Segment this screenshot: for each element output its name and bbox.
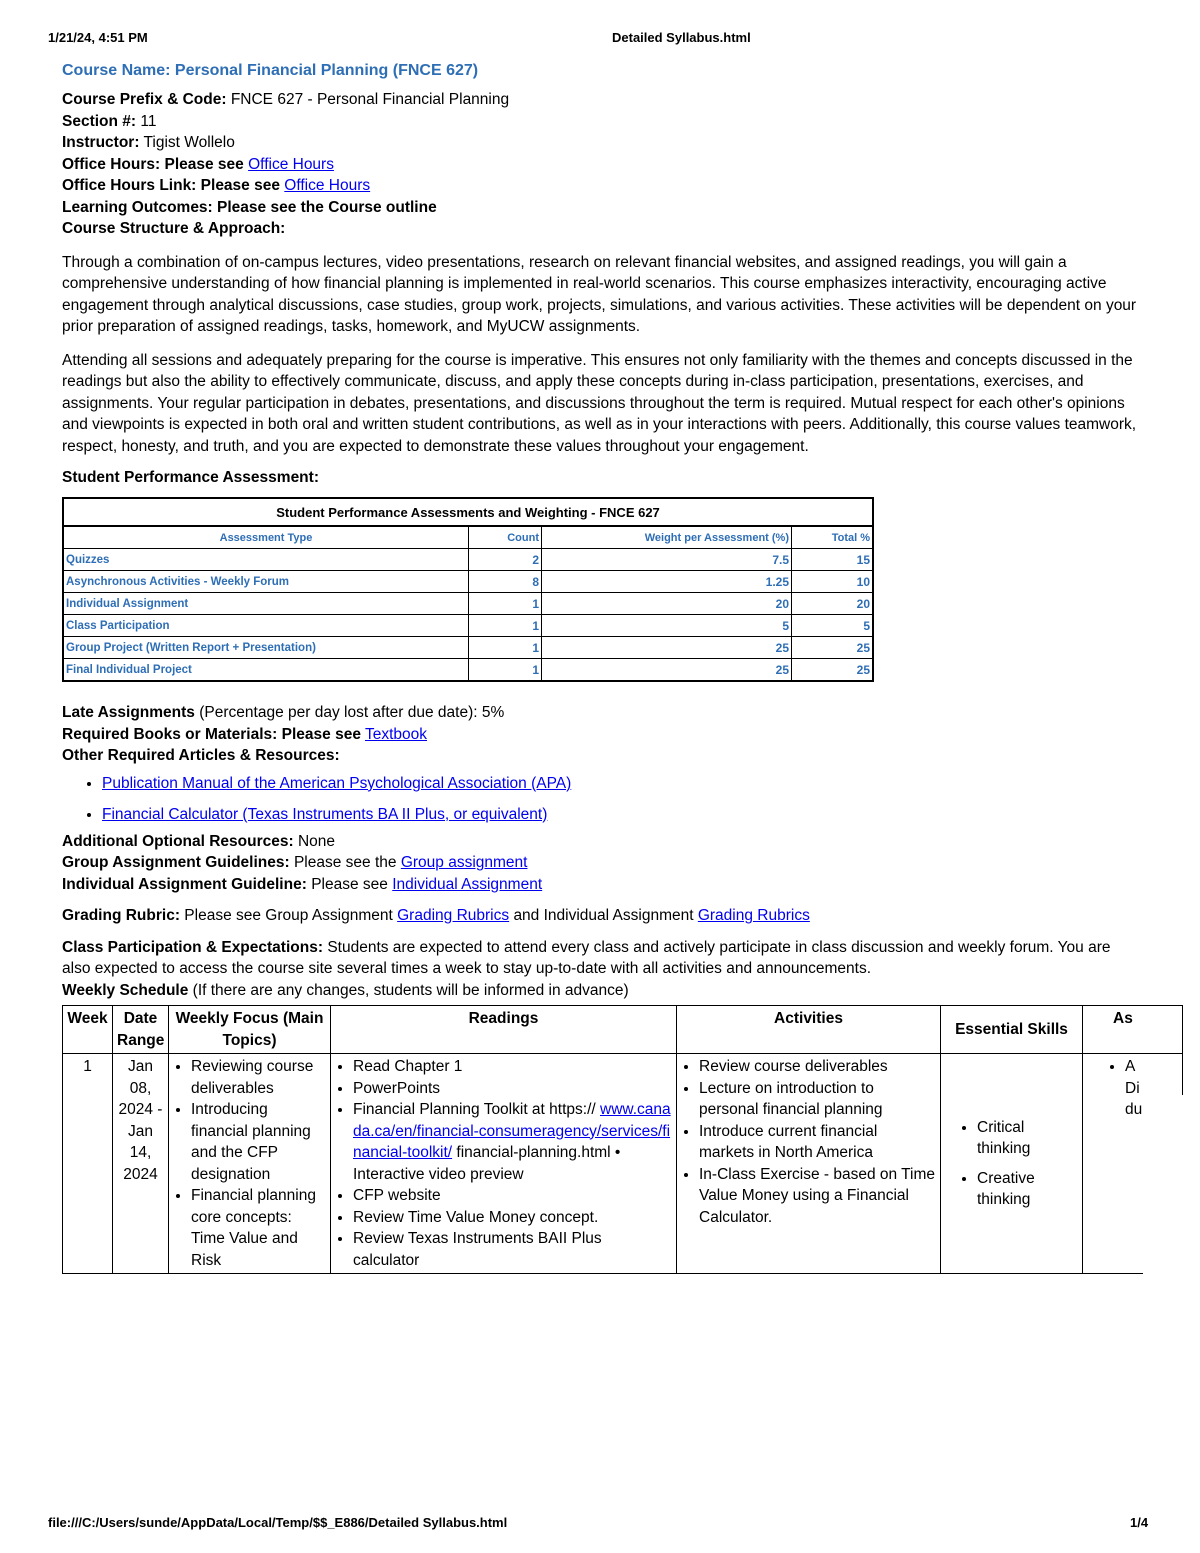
rubric-text-1: Please see Group Assignment [184,907,393,924]
list-item: • Review course deliverables [699,1056,936,1078]
assessment-table [62,497,874,682]
col-weekly-focus: Weekly Focus (Main Topics) [169,1006,331,1054]
row-type: Class Participation [63,615,469,637]
structure-paragraph-1: Through a combination of on-campus lectures, video presentations, research on relevant financial websites, and assigned readings, you will gain a comprehensive understanding of how financial planning is implemented in real-world scenarios. This course emphasizes interactivity, encouraging active engagement through analytical discussions, case studies, group work, projects, simulations, and various activities. These activities will be dependent on your prior preparation of assigned readings, tasks, homework, and MyUCW assignments. [62,253,1137,335]
group-assignment-link[interactable]: Group assignment [400,854,528,871]
col-week: Week [63,1006,113,1054]
syllabus-content [62,62,1142,1274]
col-essential-skills: Essential Skills [941,1006,1083,1054]
row-weight: 25 [542,637,792,659]
office-hours-text: Please see [164,155,244,173]
list-item: • In-Class Exercise - based on Time Value Money using a Financial Calculator. [699,1164,936,1229]
row-weight: 20 [542,593,792,615]
row-count: 1 [469,637,542,659]
row-total: 15 [792,549,874,571]
week-focus [169,1054,331,1274]
group-rubric-link[interactable]: Grading Rubrics [397,907,510,924]
indiv-label: Individual Assignment Guideline: [62,875,307,893]
prefix-value: FNCE 627 - Personal Financial Planning [230,91,510,108]
office-link-label: Office Hours Link: [62,177,197,194]
late-value: (Percentage per day lost after due date): 5% [199,704,505,721]
toolkit-text-post: financial-planning.html • Interactive video preview [353,1144,621,1183]
table-row [63,571,873,593]
row-count: 1 [469,615,542,637]
financial-calculator-link[interactable]: Financial Calculator (Texas Instruments BA II Plus, or equivalent) [102,805,548,823]
week-skills [941,1054,1083,1274]
apa-manual-link[interactable]: Publication Manual of the American Psychological Association (APA) [102,774,572,792]
late-label: Late Assignments [62,704,195,721]
clip-line: A [1125,1058,1136,1075]
col-count: Count [469,526,542,549]
instructor-label: Instructor: [62,134,140,151]
textbook-link[interactable]: Textbook [364,725,428,743]
page-clip-mask [1143,1095,1200,1440]
print-page-number: 1/4 [1130,1515,1149,1530]
table-row [63,593,873,615]
guidelines [62,831,1142,1002]
list-item: • Review Texas Instruments BAII Plus calculator [353,1228,672,1271]
table-row [63,549,873,571]
office-link-text: Please see [200,177,280,194]
clip-line: Di [1125,1079,1140,1097]
row-type: Final Individual Project [63,659,469,682]
list-item: • Reviewing course deliverables [191,1056,326,1099]
course-info [62,89,1142,240]
list-item: • Critical thinking [977,1117,1078,1160]
row-weight: 1.25 [542,571,792,593]
row-weight: 5 [542,615,792,637]
row-count: 1 [469,593,542,615]
list-item: • Financial planning core concepts: Time Value and Risk [191,1185,326,1271]
list-item [102,804,1142,825]
row-total: 25 [792,637,874,659]
print-datetime: 1/21/24, 4:51 PM [48,30,148,45]
office-hours-link[interactable]: Office Hours [248,155,334,173]
individual-rubric-link[interactable]: Grading Rubrics [697,907,810,924]
structure-label: Course Structure & Approach: [62,220,286,237]
row-type: Individual Assignment [63,593,469,615]
optional-label: Additional Optional Resources: [62,832,294,850]
col-total: Total % [792,526,874,549]
row-count: 8 [469,571,542,593]
week-readings [331,1054,677,1274]
row-type: Asynchronous Activities - Weekly Forum [63,571,469,593]
prefix-label: Course Prefix & Code: [62,91,227,108]
list-item: • Review Time Value Money concept. [353,1207,672,1229]
section-label: Section #: [62,112,137,130]
participation-label: Class Participation & Expectations: [62,938,323,956]
books-label: Required Books or Materials: [62,725,278,743]
print-doc-title: Detailed Syllabus.html [612,30,751,45]
schedule-label: Weekly Schedule [62,981,189,999]
row-total: 20 [792,593,874,615]
indiv-text: Please see [311,875,388,893]
row-type: Group Project (Written Report + Presentation) [63,637,469,659]
outcomes-label: Learning Outcomes: [62,198,213,216]
instructor-value: Tigist Wollelo [143,134,235,151]
row-total: 5 [792,615,874,637]
participation-value: Students are expected to attend every class and actively participate in class discussion and weekly forum. You are also expected to access the course site several times a week to stay up-to-date with all activities and announcements. [62,938,1111,977]
col-date-range: Date Range [113,1006,169,1054]
col-activities: Activities [677,1006,941,1054]
toolkit-link[interactable]: www.canada.ca/en/financial-consumeragency/services/financial-toolkit/ [353,1101,671,1161]
list-item: • Introducing financial planning and the CFP designation [191,1099,326,1185]
office-hours-label: Office Hours: [62,155,161,173]
list-item: • PowerPoints [353,1078,672,1100]
assessment-table-title: Student Performance Assessments and Weighting - FNCE 627 [63,498,873,526]
optional-value: None [297,832,336,850]
list-item [102,773,1142,794]
col-assessment-type: Assessment Type [63,526,469,549]
weekly-schedule-table [62,1005,1183,1274]
list-item: • Introduce current financial markets in North America [699,1121,936,1164]
table-row [63,637,873,659]
table-row [63,1054,1183,1274]
week-activities [677,1054,941,1274]
row-count: 2 [469,549,542,571]
week-date-range: Jan 08, 2024 - Jan 14, 2024 [113,1054,169,1274]
list-item: • Lecture on introduction to personal financial planning [699,1078,936,1121]
row-type: Quizzes [63,549,469,571]
row-total: 10 [792,571,874,593]
policies [62,702,1142,767]
office-hours-link-2[interactable]: Office Hours [284,177,371,194]
rubric-label: Grading Rubric: [62,907,180,924]
resource-list [62,773,1142,825]
toolkit-text: Financial Planning Toolkit at https:// [353,1101,596,1118]
col-readings: Readings [331,1006,677,1054]
row-total: 25 [792,659,874,682]
list-item: • Creative thinking [977,1168,1078,1211]
schedule-value: (If there are any changes, students will be informed in advance) [192,981,629,999]
list-item [353,1099,672,1185]
row-weight: 25 [542,659,792,682]
section-value: 11 [140,112,157,130]
outcomes-value: Please see the Course outline [217,198,437,216]
other-resources-label: Other Required Articles & Resources: [62,747,340,764]
assessment-section-title: Student Performance Assessment: [62,469,319,486]
table-row [63,659,873,682]
col-weight: Weight per Assessment (%) [542,526,792,549]
col-assessment-clipped: As [1083,1006,1183,1054]
structure-paragraph-2: Attending all sessions and adequately preparing for the course is imperative. This ensures not only familiarity with the themes and concepts discussed in the readings but also the ability to effectively communicate, discuss, and apply these concepts during in-class participation, presentations, exercises, and assignments. Your regular participation in debates, presentations, and discussions throughout the term is required. Mutual respect for each other's opinions and viewpoints is expected in both oral and written student contributions, as well as in your interactions with peers. Additionally, this course values teamwork, respect, honesty, and truth, and you are expected to demonstrate these values throughout your engagement. [62,351,1137,455]
clip-line: du [1125,1101,1143,1118]
row-weight: 7.5 [542,549,792,571]
print-file-path: file:///C:/Users/sunde/AppData/Local/Temp/$$_E886/Detailed Syllabus.html [48,1515,508,1530]
group-label: Group Assignment Guidelines: [62,854,290,871]
individual-assignment-link[interactable]: Individual Assignment [392,875,543,893]
row-count: 1 [469,659,542,682]
list-item: • Read Chapter 1 [353,1056,672,1078]
table-row [63,615,873,637]
list-item: • CFP website [353,1185,672,1207]
group-text: Please see the [293,854,397,871]
books-text: Please see [281,725,361,743]
week-number: 1 [63,1054,113,1274]
course-title: Course Name: Personal Financial Planning (FNCE 627) [62,62,479,79]
rubric-text-2: and Individual Assignment [513,907,694,924]
